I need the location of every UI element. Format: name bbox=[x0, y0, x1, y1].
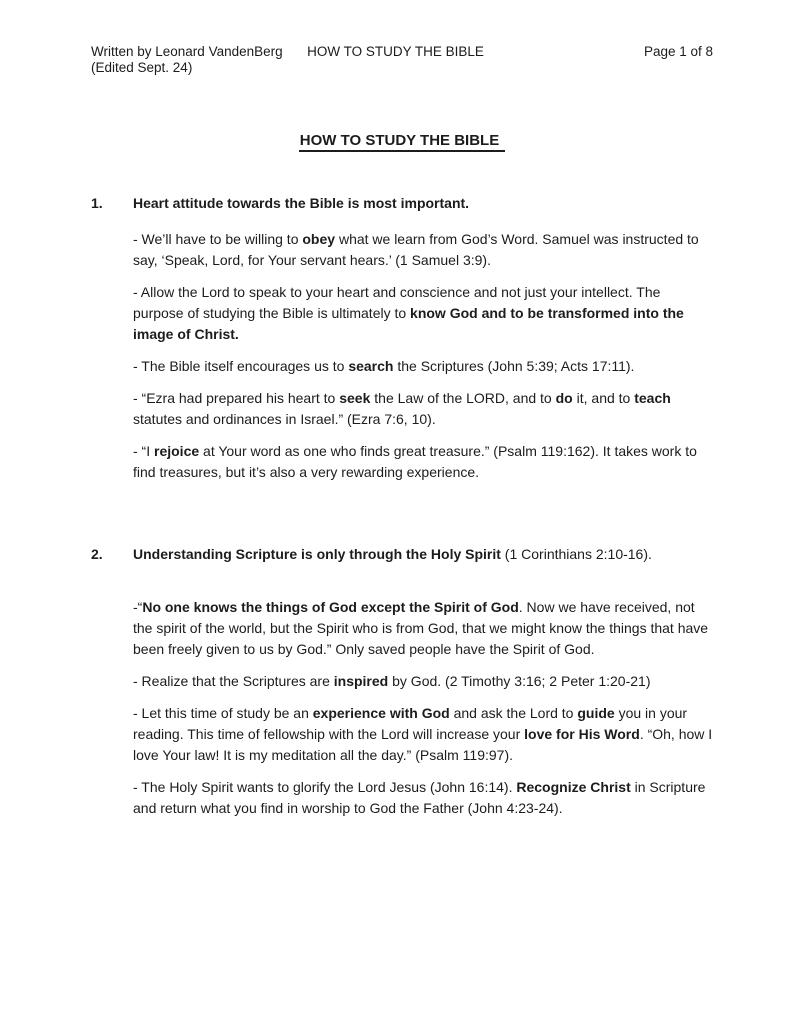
document-body bbox=[91, 193, 713, 830]
paragraph: - We’ll have to be willing to obey what we learn from God’s Word. Samuel was instructed to say, ‘Speak, Lord, for Your servant hears.’ (1 Samuel 3:9). bbox=[133, 231, 699, 268]
section-paragraphs bbox=[133, 229, 713, 494]
header-doc-title: HOW TO STUDY THE BIBLE bbox=[307, 44, 484, 59]
section-number: 1. bbox=[91, 195, 103, 211]
section-heading: Heart attitude towards the Bible is most important. bbox=[133, 195, 470, 211]
page-header bbox=[91, 44, 713, 80]
section-paragraphs bbox=[133, 597, 713, 830]
paragraph: - The Holy Spirit wants to glorify the Lord Jesus (John 16:14). Recognize Christ in Scripture and return what you find in worship to God the Father (John 4:23-24). bbox=[133, 779, 706, 816]
paragraph: -“No one knows the things of God except the Spirit of God. Now we have received, not the spirit of the world, but the Spirit who is from God, that we might know the things that have been freely given to us by God.” Only saved people have the Spirit of God. bbox=[133, 599, 709, 657]
header-author-line2: (Edited Sept. 24) bbox=[91, 60, 193, 75]
paragraph: - Let this time of study be an experience with God and ask the Lord to guide you in your reading. This time of fellowship with the Lord will increase your love for His Word. “Oh, how I love Your law! It is my meditation all the day.” (Psalm 119:97). bbox=[133, 705, 713, 763]
document-title bbox=[91, 132, 713, 149]
header-author-line1: Written by Leonard VandenBerg bbox=[91, 44, 283, 59]
paragraph: - Allow the Lord to speak to your heart and conscience and not just your intellect. The purpose of studying the Bible is ultimately to know God and to be transformed into the image of Christ. bbox=[133, 284, 684, 342]
section-number: 2. bbox=[91, 546, 103, 562]
section-heading: Understanding Scripture is only through the Holy Spirit (1 Corinthians 2:10-16). bbox=[133, 546, 652, 562]
section bbox=[91, 193, 713, 494]
section bbox=[91, 544, 713, 830]
header-page-number: Page 1 of 8 bbox=[643, 44, 713, 59]
paragraph: - The Bible itself encourages us to search the Scriptures (John 5:39; Acts 17:11). bbox=[133, 358, 635, 374]
paragraph: - “Ezra had prepared his heart to seek the Law of the LORD, and to do it, and to teach statutes and ordinances in Israel.” (Ezra 7:6, 10). bbox=[133, 390, 671, 427]
paragraph: - Realize that the Scriptures are inspired by God. (2 Timothy 3:16; 2 Peter 1:20-21) bbox=[133, 673, 651, 689]
paragraph: - “I rejoice at Your word as one who finds great treasure.” (Psalm 119:162). It takes work to find treasures, but it’s also a very rewarding experience. bbox=[133, 443, 697, 480]
document-title-text: HOW TO STUDY THE BIBLE bbox=[299, 132, 505, 152]
